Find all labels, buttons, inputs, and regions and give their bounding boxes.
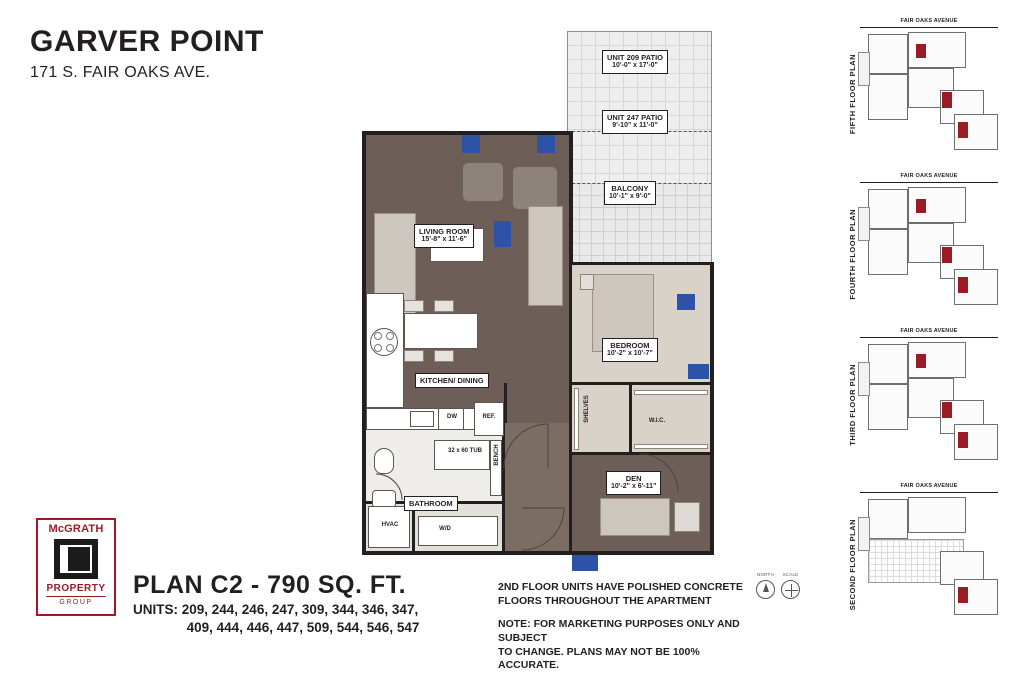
key-fifth-avenue-label: FAIR OAKS AVENUE [900, 18, 958, 24]
dining-chair-4 [434, 350, 454, 362]
sink-icon [410, 411, 434, 427]
key-fourth-unit-marker-1 [916, 199, 926, 213]
unit-209-patio-dims: 10'-0" x 17'-0" [612, 62, 658, 70]
label-ref: REF. [482, 414, 496, 420]
key-fifth-unit-marker-1 [916, 44, 926, 58]
unit-247-patio-dims: 9'-10" x 11'-0" [612, 122, 658, 130]
den-dims: 10'-2" x 6'-11" [611, 483, 657, 491]
label-tub: 32 x 60 TUB [447, 448, 483, 454]
north-arrow-icon [756, 580, 775, 599]
unit-247-patio-name: UNIT 247 PATIO [607, 113, 663, 122]
label-shelves: SHELVES [584, 395, 590, 423]
title-block [30, 26, 264, 82]
plan-caption [133, 572, 473, 638]
key-third-avenue-label: FAIR OAKS AVENUE [900, 328, 958, 334]
wic-shelf-1 [634, 390, 708, 395]
room-label-kitchen-dining [415, 373, 489, 388]
bath-door-swing-2-icon [376, 474, 404, 502]
den-door-swing-icon [522, 508, 566, 552]
window-marker-bedroom-1 [677, 294, 695, 310]
living-room-name: LIVING ROOM [419, 227, 470, 236]
notes-block [498, 581, 758, 673]
key-third-unit-marker-1 [916, 354, 926, 368]
living-room-dims: 15'-8" x 11'-6" [421, 236, 467, 244]
key-fifth-unit-marker-3 [958, 122, 968, 138]
logo-name: McGRATH [48, 523, 104, 535]
plan-units [133, 601, 473, 637]
window-marker-bedroom-2 [688, 364, 709, 379]
window-marker-living-3 [494, 221, 511, 247]
room-label-unit-247-patio [602, 110, 668, 134]
key-third-unit-marker-2 [942, 402, 952, 418]
logo-group: GROUP [59, 599, 93, 606]
note-disclaimer-1: NOTE: FOR MARKETING PURPOSES ONLY AND SUBJECT [498, 618, 740, 644]
burner-4-icon [386, 344, 394, 352]
key-third-unit-marker-3 [958, 432, 968, 448]
key-plan-fifth [848, 18, 1004, 158]
logo-mark-icon [54, 539, 98, 579]
den-desk [600, 498, 670, 536]
label-wd: W/D [439, 526, 451, 532]
key-third-avenue-rule [860, 337, 998, 338]
logo-divider [46, 596, 106, 597]
window-marker-living-2 [537, 135, 555, 153]
room-label-living-room [414, 224, 474, 248]
key-fifth-art [854, 30, 1004, 156]
north-label: NORTH [757, 572, 774, 577]
key-fourth-art [854, 185, 1004, 311]
key-second-avenue-rule [860, 492, 998, 493]
key-second-art [854, 495, 1004, 621]
key-fourth-avenue-label: FAIR OAKS AVENUE [900, 173, 958, 179]
plan-name: PLAN C2 - 790 SQ. FT. [133, 571, 407, 599]
den-chair [674, 502, 700, 532]
plan-units-line-1: UNITS: 209, 244, 246, 247, 309, 344, 346, 347, [133, 602, 419, 618]
note-polished-2: FLOORS THROUGHOUT THE APARTMENT [498, 594, 712, 607]
key-fifth-side-label: FIFTH FLOOR PLAN [848, 54, 857, 135]
wic-shelf-2 [634, 444, 708, 449]
balcony-name: BALCONY [611, 184, 649, 193]
wall-bedroom-bottom [569, 382, 714, 385]
key-second-avenue-label: FAIR OAKS AVENUE [900, 483, 958, 489]
room-label-bedroom [602, 338, 658, 362]
note-spacer [498, 608, 758, 618]
key-second-unit-marker-1 [958, 587, 968, 603]
armchair-1 [512, 166, 558, 210]
marks-labels-row [756, 572, 800, 577]
scale-icon [781, 580, 800, 599]
unit-floor-plan [352, 28, 762, 553]
key-fifth-unit-marker-2 [942, 92, 952, 108]
label-dw: DW [447, 414, 457, 420]
key-plans-column [818, 18, 1008, 648]
room-label-balcony [604, 181, 656, 205]
marks-icons-row [756, 580, 800, 599]
room-label-den [606, 471, 661, 495]
balcony-dims: 10'-1" x 9'-0" [609, 193, 651, 201]
wall-balcony-bottom [569, 262, 714, 265]
key-fourth-unit-marker-2 [942, 247, 952, 263]
window-marker-living-1 [462, 135, 480, 153]
bedroom-name: BEDROOM [610, 341, 650, 350]
project-address: 171 S. FAIR OAKS AVE. [30, 63, 211, 81]
bathroom-door-swing-icon [504, 424, 550, 470]
key-second-side-label: SECOND FLOOR PLAN [848, 519, 857, 611]
key-third-art [854, 340, 1004, 466]
wall-hall-right [504, 383, 507, 423]
mcgrath-logo [36, 518, 116, 616]
burner-2-icon [386, 332, 394, 340]
logo-property: PROPERTY [46, 583, 106, 594]
wall-balcony-left [569, 131, 573, 264]
dining-chair-1 [404, 300, 424, 312]
armchair-2 [462, 162, 504, 202]
note-disclaimer-2: TO CHANGE. PLANS MAY NOT BE 100% ACCURATE. [498, 645, 700, 672]
kitchen-dining-name: KITCHEN/ DINING [420, 376, 484, 385]
wall-closet-right [629, 385, 632, 454]
toilet-icon [374, 448, 394, 474]
room-label-bathroom [404, 496, 458, 511]
scale-label: SCALE [782, 572, 799, 577]
window-marker-den [572, 555, 598, 571]
wall-right [710, 262, 714, 555]
key-third-side-label: THIRD FLOOR PLAN [848, 364, 857, 446]
shelves-unit [574, 388, 579, 450]
sofa-right [528, 206, 563, 306]
key-fifth-avenue-rule [860, 27, 998, 28]
dining-table [404, 313, 478, 349]
burner-3-icon [374, 344, 382, 352]
key-plan-second [848, 483, 1004, 623]
bathtub [434, 440, 490, 470]
dining-chair-2 [434, 300, 454, 312]
key-plan-fourth [848, 173, 1004, 313]
bedroom-dims: 10'-2" x 10'-7" [607, 350, 653, 358]
key-fourth-unit-marker-3 [958, 277, 968, 293]
key-fourth-side-label: FOURTH FLOOR PLAN [848, 209, 857, 300]
label-bench: BENCH [494, 444, 500, 466]
nightstand [580, 274, 594, 290]
key-plan-third [848, 328, 1004, 468]
room-label-unit-209-patio [602, 50, 668, 74]
label-hvac: HVAC [381, 522, 399, 528]
unit-209-patio-name: UNIT 209 PATIO [607, 53, 663, 62]
key-fourth-avenue-rule [860, 182, 998, 183]
page-title: GARVER POINT [30, 25, 264, 58]
plan-units-line-2: 409, 444, 446, 447, 509, 544, 546, 547 [186, 620, 420, 636]
burner-1-icon [374, 332, 382, 340]
closet-floor [571, 384, 631, 454]
note-polished-1: 2ND FLOOR UNITS HAVE POLISHED CONCRETE [498, 581, 743, 593]
label-wic: W.I.C. [648, 418, 666, 424]
wall-bedroom-left [569, 265, 572, 553]
den-name: DEN [625, 474, 642, 483]
bathroom-name: BATHROOM [409, 499, 453, 508]
compass-scale-marks [756, 572, 800, 622]
dining-chair-3 [404, 350, 424, 362]
